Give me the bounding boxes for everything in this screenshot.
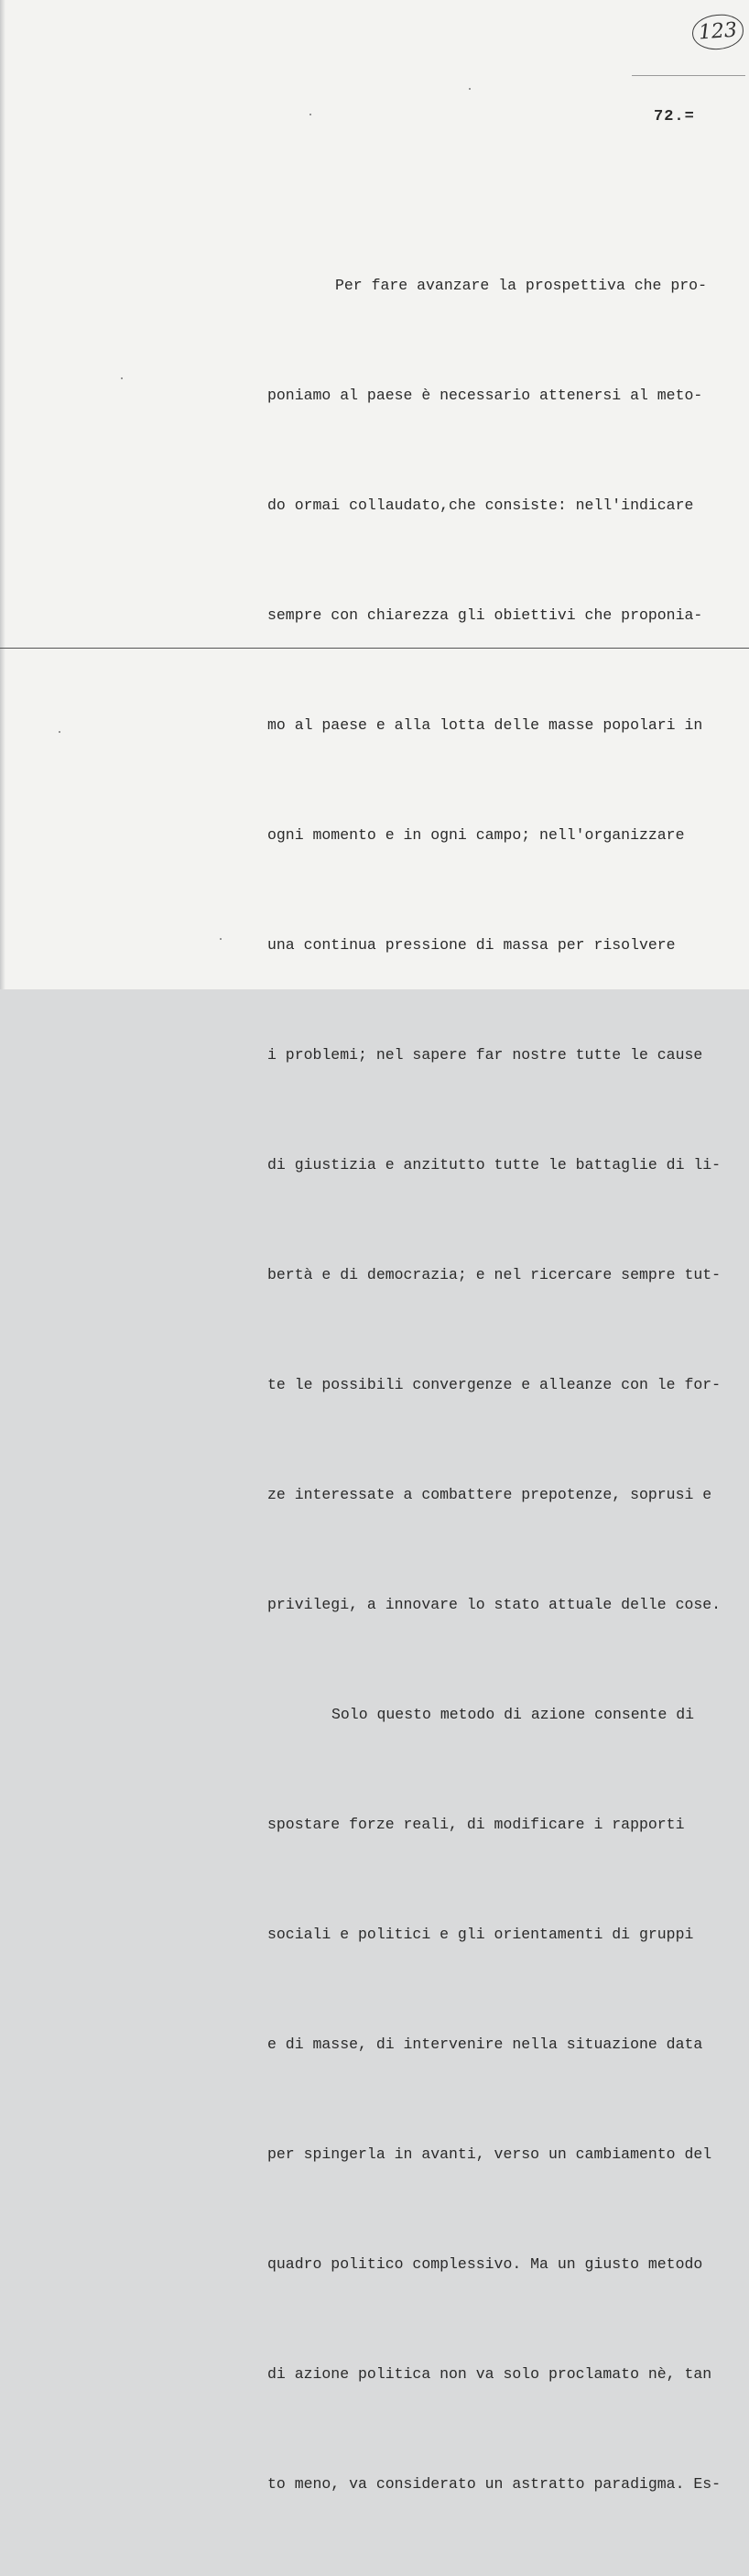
text-line: poniamo al paese è necessario attenersi al meto- [267,387,703,404]
text-line: sociali e politici e gli orientamenti di gruppi [267,1926,694,1943]
text-line: di azione politica non va solo proclamato nè, tan [267,2365,712,2383]
text-line: una continua pressione di massa per risolvere [267,936,676,954]
archive-number-stamp: 123 [691,13,745,51]
text-line: e di masse, di intervenire nella situazione data [267,2036,703,2053]
page-number: 72.= [654,108,695,126]
text-line: ze interessate a combattere prepotenze, soprusi e [267,1486,712,1503]
text-line: mo al paese e alla lotta delle masse popolari in [267,716,703,734]
text-line: to meno, va considerato un astratto paradigma. Es- [267,2475,722,2493]
text-line: do ormai collaudato,che consiste: nell'indicare [267,497,694,514]
text-line: bertà e di democrazia; e nel ricercare sempre tut- [267,1266,722,1283]
text-line: spostare forze reali, di modificare i rapporti [267,1816,685,1833]
text-line: privilegi, a innovare lo stato attuale delle cose. [267,1596,722,1613]
text-line: per spingerla in avanti, verso un cambiamento del [267,2145,712,2163]
text-line: ogni momento e in ogni campo; nell'organizzare [267,826,685,844]
text-line: Per fare avanzare la prospettiva che pro- [335,277,707,294]
typewritten-body [267,194,734,2576]
text-line: di giustizia e anzitutto tutte le battaglie di li- [267,1156,722,1173]
text-line: Solo questo metodo di azione consente di [331,1706,695,1723]
text-line: i problemi; nel sapere far nostre tutte le cause [267,1046,703,1064]
text-line: quadro politico complessivo. Ma un giusto metodo [267,2255,703,2273]
top-rule [632,75,745,76]
text-line: sempre con chiarezza gli obiettivi che proponia- [267,606,703,624]
text-line: te le possibili convergenze e alleanze con le for- [267,1376,722,1393]
page-edge-shadow [0,0,5,989]
